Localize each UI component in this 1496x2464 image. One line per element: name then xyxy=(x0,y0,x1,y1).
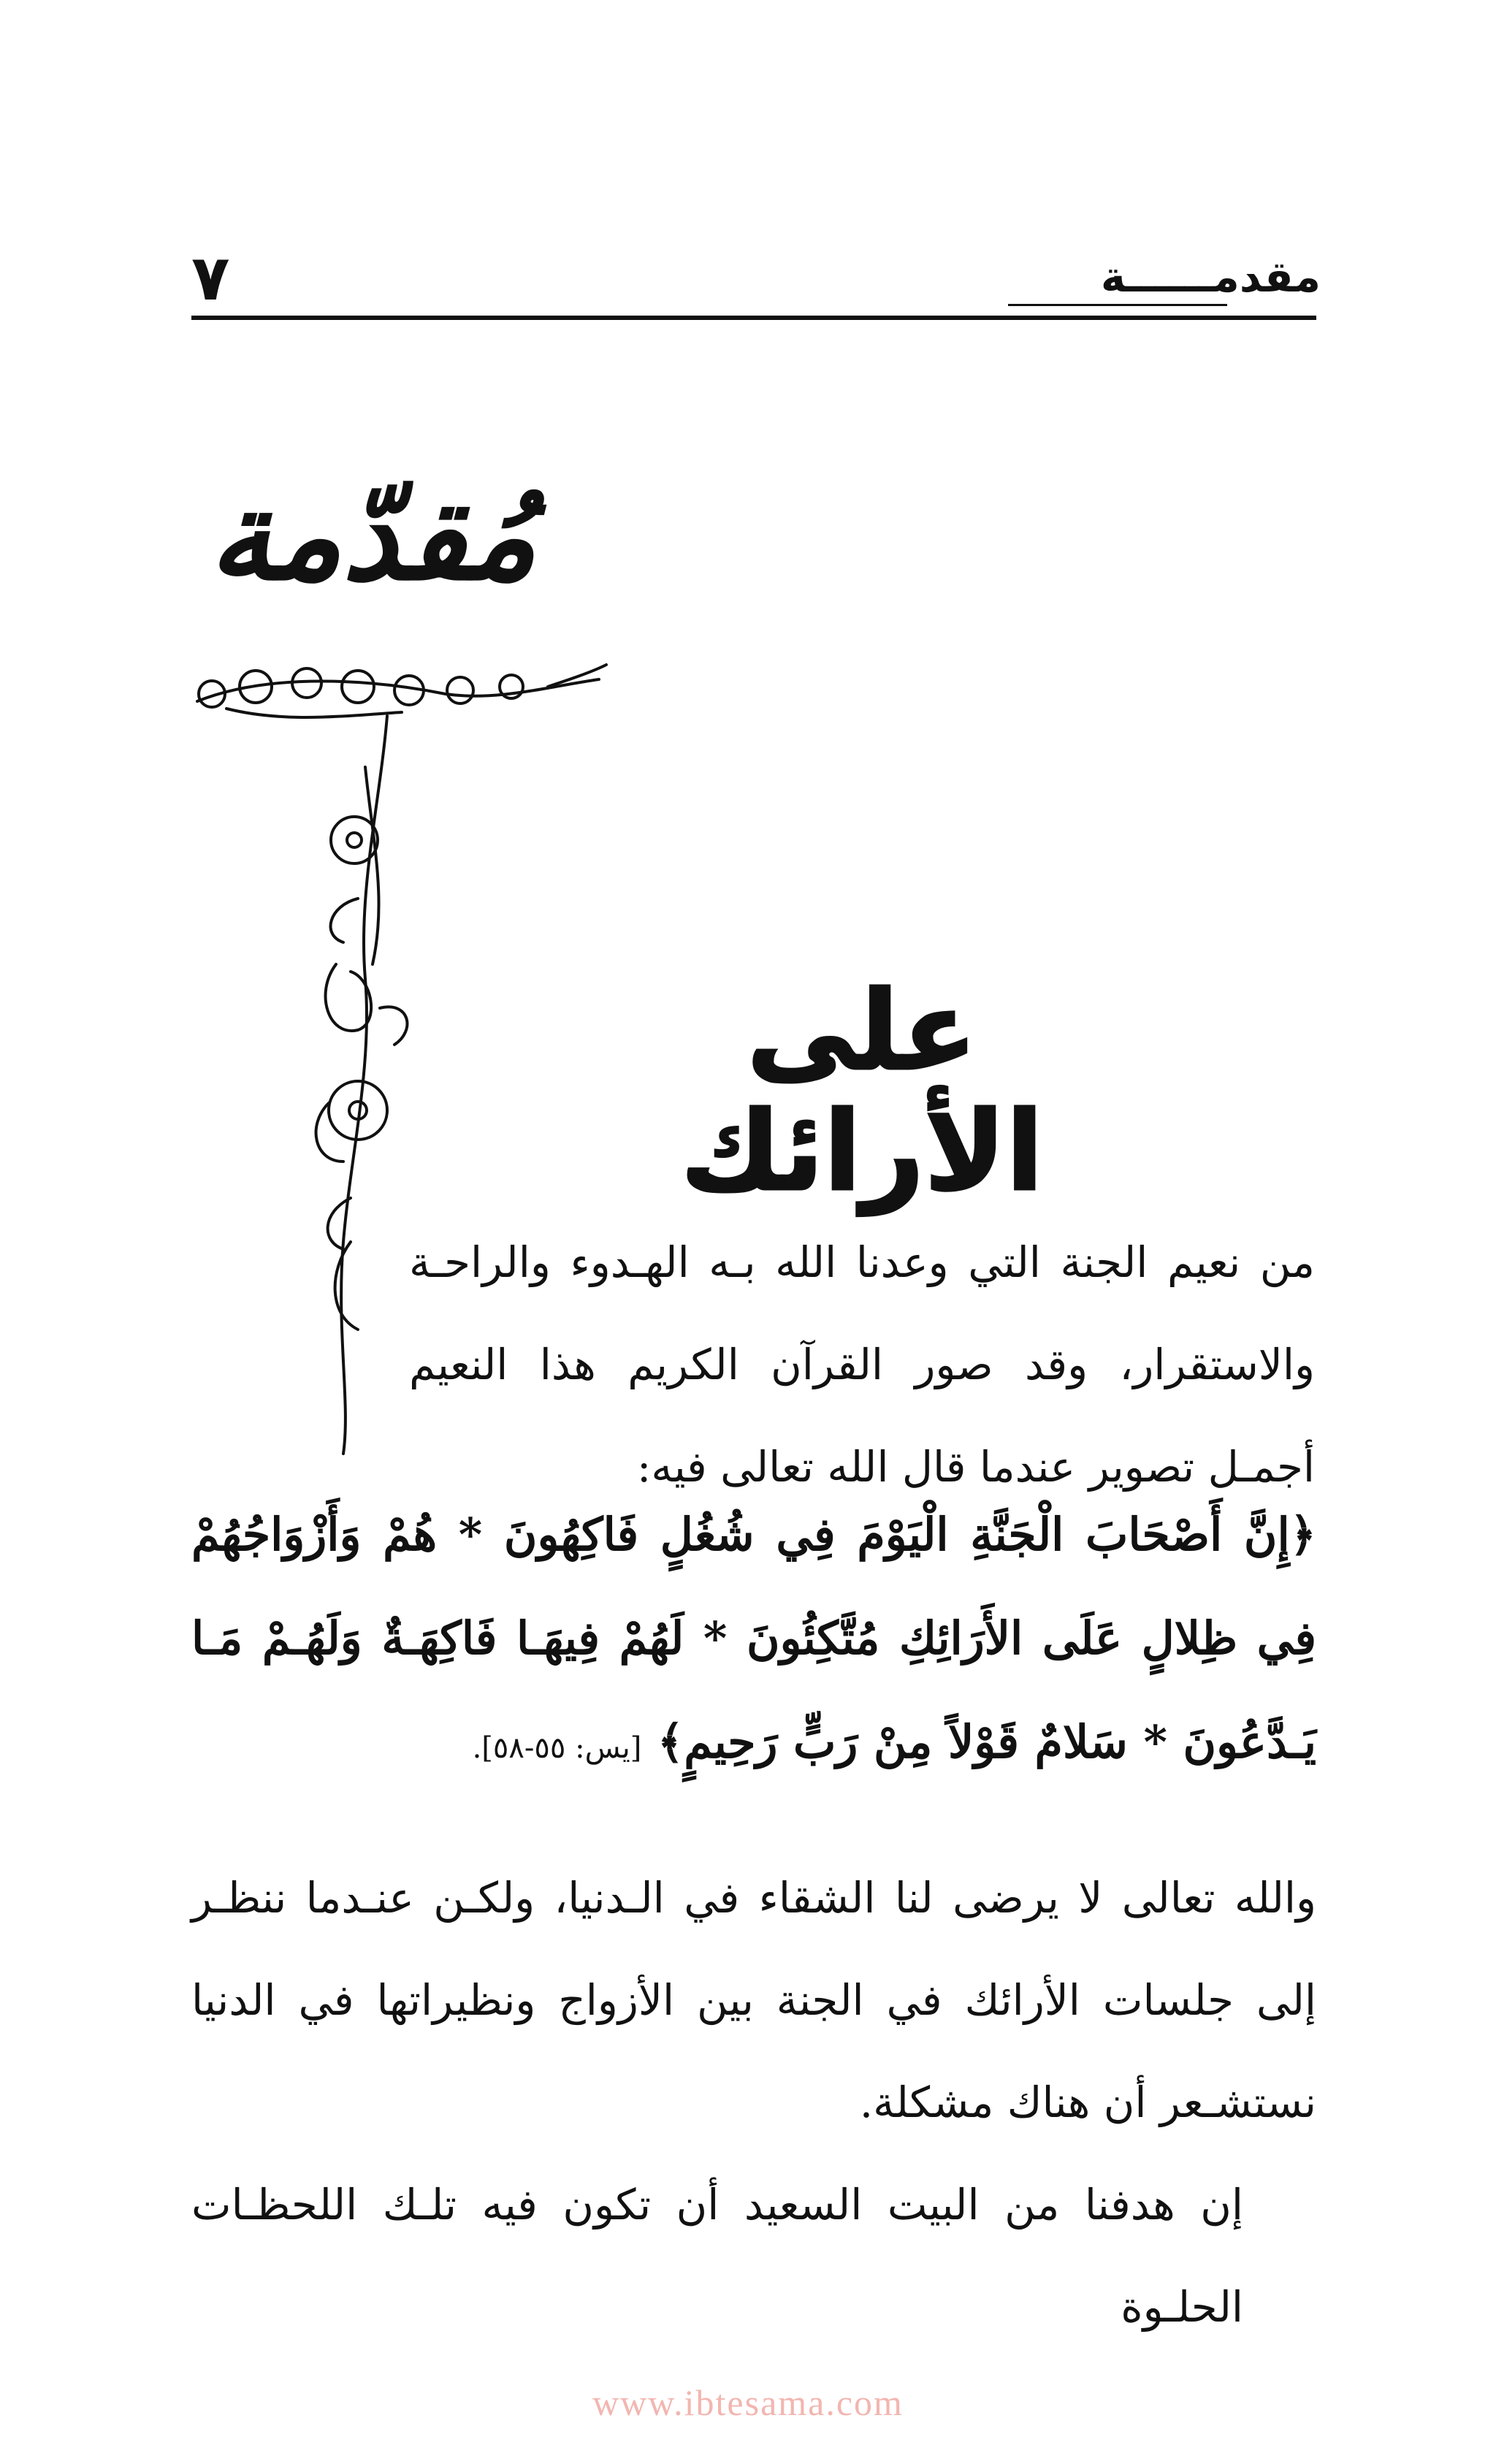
watermark: www.ibtesama.com xyxy=(592,2382,904,2423)
quran-reference: [يس: ٥٥-٥٨]. xyxy=(472,1731,642,1765)
second-paragraph: والله تعالى لا يرضى لنا الشقاء في الـدنيا، ولكـن عنـدما ننظـر إلى جلسات الأرائك في الجنة بين الأزواج ونظيراتها في الدنيا نستشـعر أن هناك مشكلة. xyxy=(191,1873,1316,2127)
intro-paragraph: من نعيم الجنة التي وعدنا الله بـه الهـدوء والراحـة والاستقرار، وقد صور القرآن الكريم هذا النعيم أجمـل تصوير عندما قال الله تعالى فيه: xyxy=(409,1237,1315,1492)
quran-verse: ﴿إِنَّ أَصْحَابَ الْجَنَّةِ الْيَوْمَ فِي شُغُلٍ فَاكِهُونَ * هُمْ وَأَزْوَاجُهُمْ فِي ظِلالٍ عَلَى الأَرَائِكِ مُتَّكِئُونَ * لَهُمْ فِيهَـا فَاكِهَـةٌ وَلَهُـمْ مَـا يَـدَّعُونَ * سَلامٌ قَوْلاً مِنْ رَبٍّ رَحِيمٍ﴾ xyxy=(191,1508,1316,1769)
section-title: على الأرائك xyxy=(680,968,1044,1216)
third-paragraph: إن هدفنا من البيت السعيد أن تكون فيه تلـك اللحظـات الحلـوة xyxy=(191,2180,1243,2332)
header-rule-thin xyxy=(1008,304,1227,306)
quran-verse-block xyxy=(191,1483,1316,1800)
chapter-title: مُقدّمة xyxy=(208,462,537,609)
page-number: ٧ xyxy=(191,242,230,315)
header-rule xyxy=(191,316,1316,320)
running-title: مقدمــــــة xyxy=(1100,252,1321,302)
